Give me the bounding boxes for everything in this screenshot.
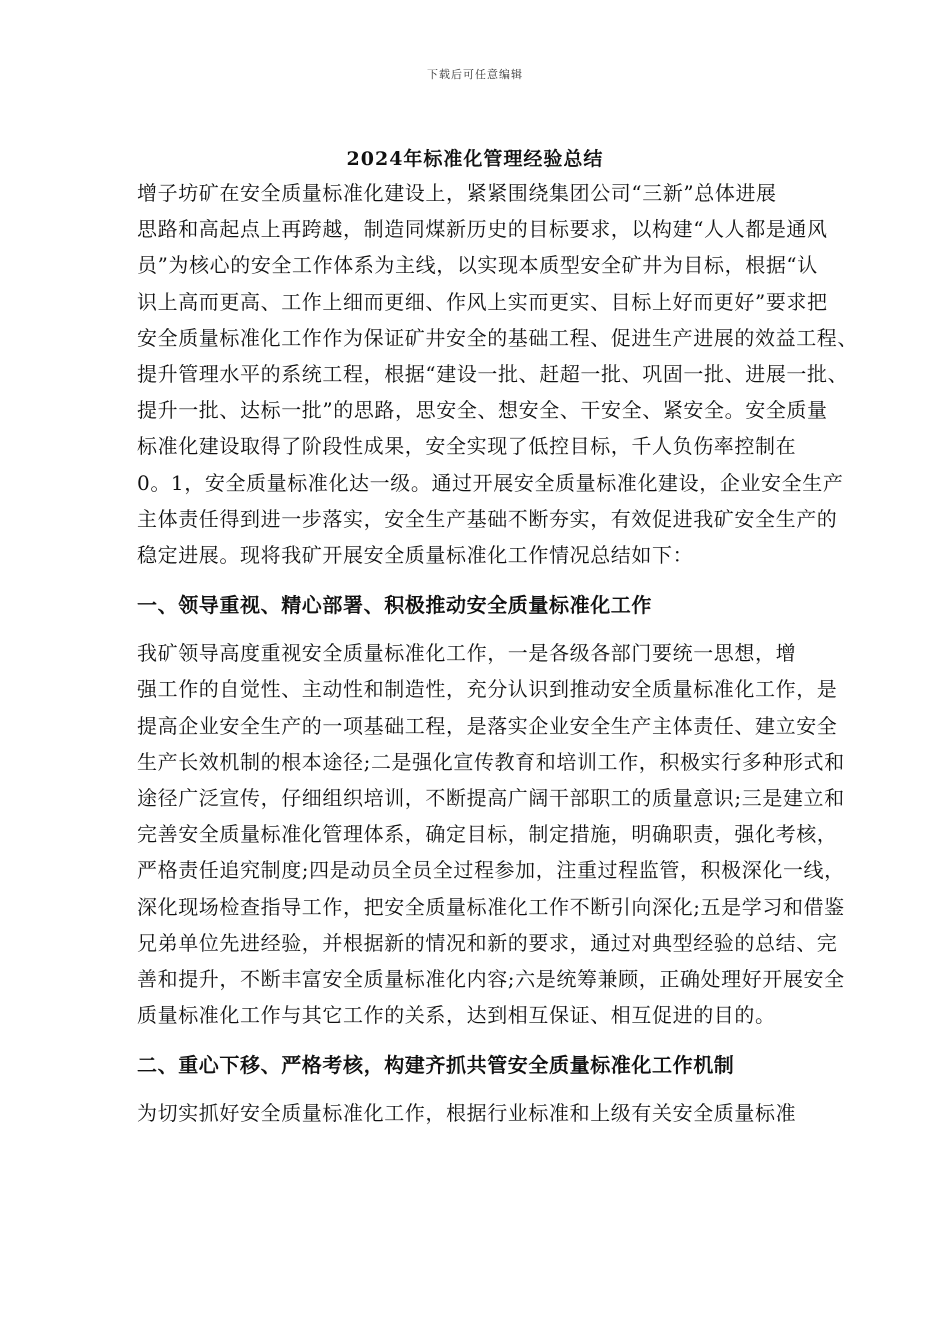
section1-line: 严格责任追究制度;四是动员全员全过程参加，注重过程监管，积极深化一线， [137, 858, 845, 883]
intro-line: 识上高而更高、工作上细而更细、作风上实而更实、目标上好而更好”要求把 [137, 289, 828, 314]
section-heading-2: 二、重心下移、严格考核，构建齐抓共管安全质量标准化工作机制 [137, 1053, 735, 1078]
section1-line: 深化现场检查指导工作，把安全质量标准化工作不断引向深化;五是学习和借鉴 [137, 894, 845, 919]
intro-paragraph [137, 175, 863, 573]
intro-line: 0。1，安全质量标准化达一级。通过开展安全质量标准化建设，企业安全生产 [137, 470, 844, 495]
section1-line: 途径广泛宣传，仔细组织培训，不断提高广阔干部职工的质量意识;三是建立和 [137, 786, 845, 811]
intro-line: 提升一批、达标一批”的思路，思安全、想安全、干安全、紧安全。安全质量 [137, 398, 828, 423]
intro-line: 提升管理水平的系统工程，根据“建设一批、赶超一批、巩固一批、进展一批、 [137, 362, 849, 387]
section-heading-1: 一、领导重视、精心部署、积极推动安全质量标准化工作 [137, 593, 652, 618]
intro-line: 主体责任得到进一步落实，安全生产基础不断夯实，有效促进我矿安全生产的 [137, 506, 838, 531]
section2-paragraph [137, 1095, 863, 1131]
section1-line: 生产长效机制的根本途径;二是强化宣传教育和培训工作，积极实行多种形式和 [137, 749, 845, 774]
section1-line: 强工作的自觉性、主动性和制造性，充分认识到推动安全质量标准化工作，是 [137, 677, 838, 702]
intro-line: 思路和高起点上再跨越，制造同煤新历史的目标要求，以构建“人人都是通风 [137, 217, 828, 242]
section1-line: 质量标准化工作与其它工作的关系，达到相互保证、相互促进的目的。 [137, 1003, 776, 1028]
section1-line: 完善安全质量标准化管理体系，确定目标，制定措施，明确职责，强化考核， [137, 822, 838, 847]
section1-line: 我矿领导高度重视安全质量标准化工作，一是各级各部门要统一思想，增 [137, 641, 797, 666]
document-body [137, 175, 863, 1132]
intro-line: 员”为核心的安全工作体系为主线，以实现本质型安全矿井为目标，根据“认 [137, 253, 818, 278]
intro-line: 标准化建设取得了阶段性成果，安全实现了低控目标，千人负伤率控制在 [137, 434, 797, 459]
document-title: 2024年标准化管理经验总结 [346, 148, 604, 170]
intro-line: 稳定进展。现将我矿开展安全质量标准化工作情况总结如下： [137, 543, 694, 568]
section1-line: 提高企业安全生产的一项基础工程，是落实企业安全生产主体责任、建立安全 [137, 713, 838, 738]
intro-line: 增子坊矿在安全质量标准化建设上，紧紧围绕集团公司“三新”总体进展 [137, 181, 777, 205]
section1-paragraph [137, 635, 863, 1033]
section1-line: 善和提升，不断丰富安全质量标准化内容;六是统筹兼顾，正确处理好开展安全 [137, 967, 845, 992]
section2-line: 为切实抓好安全质量标准化工作，根据行业标准和上级有关安全质量标准 [137, 1101, 797, 1126]
intro-line: 安全质量标准化工作作为保证矿井安全的基础工程、促进生产进展的效益工程、 [137, 325, 858, 350]
header-note: 下载后可任意编辑 [427, 68, 523, 81]
section1-line: 兄弟单位先进经验，并根据新的情况和新的要求，通过对典型经验的总结、完 [137, 930, 838, 955]
